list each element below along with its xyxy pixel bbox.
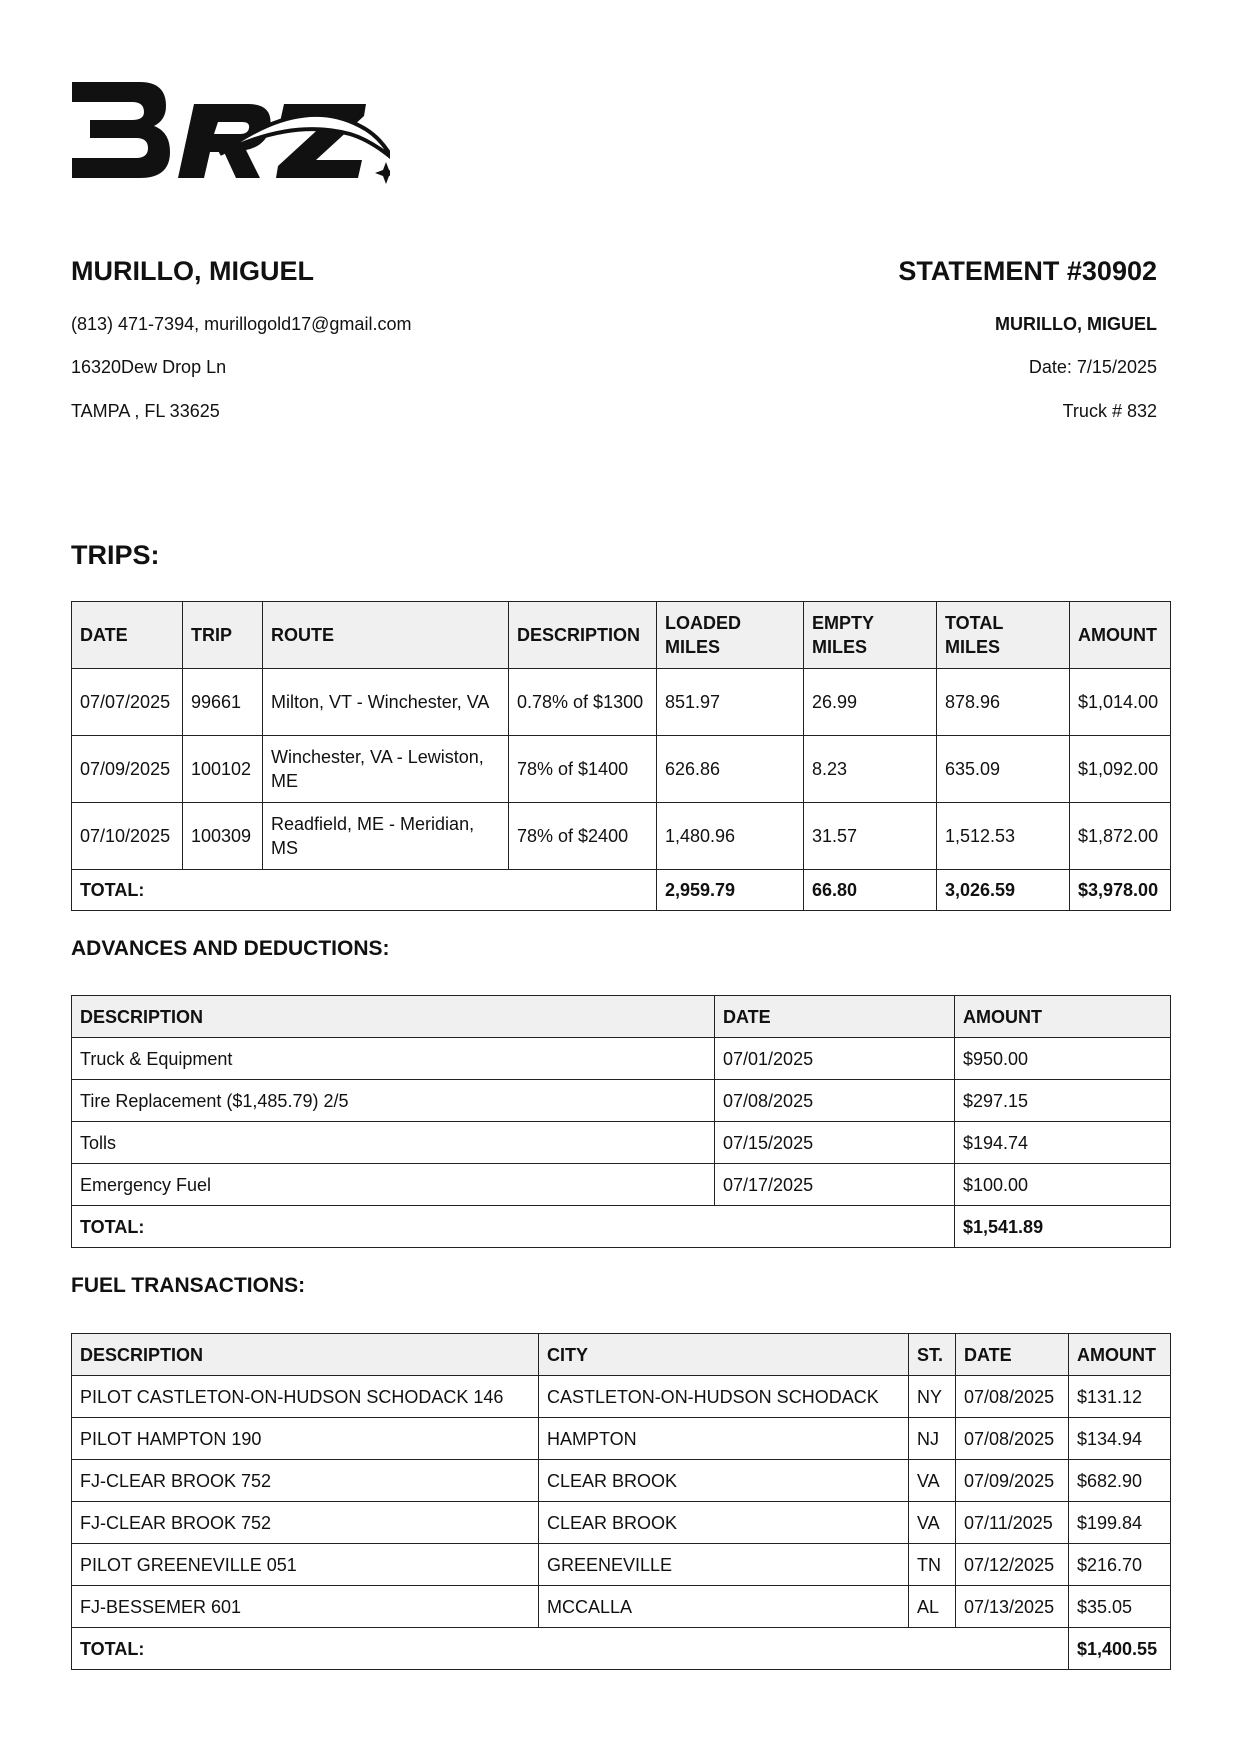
table-row [72, 736, 1171, 803]
advance-amount: $950.00 [955, 1038, 1171, 1080]
col-empty-miles: EMPTY MILES [804, 602, 937, 669]
fuel-description: FJ-BESSEMER 601 [72, 1586, 539, 1628]
advance-amount: $100.00 [955, 1164, 1171, 1206]
fuel-city: CASTLETON-ON-HUDSON SCHODACK [539, 1376, 909, 1418]
advance-date: 07/01/2025 [715, 1038, 955, 1080]
col-description: DESCRIPTION [509, 602, 657, 669]
trips-table [71, 601, 1171, 911]
fuel-city: CLEAR BROOK [539, 1502, 909, 1544]
fuel-description: FJ-CLEAR BROOK 752 [72, 1502, 539, 1544]
col-trip: TRIP [183, 602, 263, 669]
col-description: DESCRIPTION [72, 1334, 539, 1376]
driver-name: MURILLO, MIGUEL [71, 256, 314, 286]
col-description: DESCRIPTION [72, 996, 715, 1038]
trip-route: Milton, VT - Winchester, VA [263, 669, 509, 736]
col-loaded-miles: LOADED MILES [657, 602, 804, 669]
col-amount: AMOUNT [1069, 1334, 1171, 1376]
col-city: CITY [539, 1334, 909, 1376]
fuel-amount: $682.90 [1069, 1460, 1171, 1502]
fuel-state: VA [909, 1460, 956, 1502]
table-row [72, 1418, 1171, 1460]
trip-date: 07/09/2025 [72, 736, 183, 803]
fuel-city: CLEAR BROOK [539, 1460, 909, 1502]
table-row [72, 1586, 1171, 1628]
fuel-date: 07/08/2025 [956, 1376, 1069, 1418]
trip-empty: 31.57 [804, 803, 937, 870]
table-row [72, 1376, 1171, 1418]
fuel-city: HAMPTON [539, 1418, 909, 1460]
statement-title: STATEMENT #30902 [898, 256, 1157, 286]
col-amount: AMOUNT [1070, 602, 1171, 669]
total-label: TOTAL: [72, 870, 657, 911]
fuel-amount: $131.12 [1069, 1376, 1171, 1418]
fuel-date: 07/13/2025 [956, 1586, 1069, 1628]
fuel-description: PILOT GREENEVILLE 051 [72, 1544, 539, 1586]
total-amount: $1,400.55 [1069, 1628, 1171, 1670]
fuel-amount: $35.05 [1069, 1586, 1171, 1628]
table-row [72, 803, 1171, 870]
driver-contact: (813) 471-7394, murillogold17@gmail.com [71, 314, 412, 334]
trip-loaded: 1,480.96 [657, 803, 804, 870]
table-row [72, 669, 1171, 736]
fuel-city: MCCALLA [539, 1586, 909, 1628]
total-amount: $1,541.89 [955, 1206, 1171, 1248]
fuel-state: VA [909, 1502, 956, 1544]
fuel-date: 07/11/2025 [956, 1502, 1069, 1544]
advance-date: 07/17/2025 [715, 1164, 955, 1206]
total-label: TOTAL: [72, 1628, 1069, 1670]
table-row [72, 1122, 1171, 1164]
fuel-amount: $134.94 [1069, 1418, 1171, 1460]
trip-description: 78% of $1400 [509, 736, 657, 803]
advance-date: 07/08/2025 [715, 1080, 955, 1122]
advance-description: Emergency Fuel [72, 1164, 715, 1206]
trip-loaded: 851.97 [657, 669, 804, 736]
fuel-state: NJ [909, 1418, 956, 1460]
advances-heading: ADVANCES AND DEDUCTIONS: [71, 937, 390, 960]
trips-heading: TRIPS: [71, 540, 160, 570]
col-route: ROUTE [263, 602, 509, 669]
statement-name: MURILLO, MIGUEL [995, 314, 1157, 334]
advance-description: Tolls [72, 1122, 715, 1164]
trip-route: Readfield, ME - Meridian, MS [263, 803, 509, 870]
fuel-date: 07/09/2025 [956, 1460, 1069, 1502]
col-date: DATE [715, 996, 955, 1038]
fuel-description: PILOT HAMPTON 190 [72, 1418, 539, 1460]
fuel-city: GREENEVILLE [539, 1544, 909, 1586]
advance-description: Tire Replacement ($1,485.79) 2/5 [72, 1080, 715, 1122]
trip-total: 1,512.53 [937, 803, 1070, 870]
fuel-total-row [72, 1628, 1171, 1670]
total-empty: 66.80 [804, 870, 937, 911]
statement-date: Date: 7/15/2025 [1028, 357, 1157, 377]
trip-description: 78% of $2400 [509, 803, 657, 870]
statement-truck: Truck # 832 [1062, 401, 1157, 421]
advances-total-row [72, 1206, 1171, 1248]
trip-total: 635.09 [937, 736, 1070, 803]
advance-amount: $297.15 [955, 1080, 1171, 1122]
advance-amount: $194.74 [955, 1122, 1171, 1164]
trip-loaded: 626.86 [657, 736, 804, 803]
table-row [72, 1460, 1171, 1502]
total-miles: 3,026.59 [937, 870, 1070, 911]
trips-header-row [72, 602, 1171, 669]
fuel-state: AL [909, 1586, 956, 1628]
trip-number: 100309 [183, 803, 263, 870]
advance-date: 07/15/2025 [715, 1122, 955, 1164]
fuel-header-row [72, 1334, 1171, 1376]
fuel-date: 07/12/2025 [956, 1544, 1069, 1586]
fuel-amount: $216.70 [1069, 1544, 1171, 1586]
advances-header-row [72, 996, 1171, 1038]
fuel-description: FJ-CLEAR BROOK 752 [72, 1460, 539, 1502]
advance-description: Truck & Equipment [72, 1038, 715, 1080]
trip-number: 99661 [183, 669, 263, 736]
trip-amount: $1,014.00 [1070, 669, 1171, 736]
table-row [72, 1080, 1171, 1122]
company-logo [70, 74, 390, 194]
col-date: DATE [956, 1334, 1069, 1376]
total-loaded: 2,959.79 [657, 870, 804, 911]
fuel-state: NY [909, 1376, 956, 1418]
trips-total-row [72, 870, 1171, 911]
col-amount: AMOUNT [955, 996, 1171, 1038]
trip-amount: $1,872.00 [1070, 803, 1171, 870]
total-amount: $3,978.00 [1070, 870, 1171, 911]
trip-date: 07/07/2025 [72, 669, 183, 736]
fuel-date: 07/08/2025 [956, 1418, 1069, 1460]
fuel-table [71, 1333, 1171, 1670]
table-row [72, 1502, 1171, 1544]
fuel-state: TN [909, 1544, 956, 1586]
trip-number: 100102 [183, 736, 263, 803]
col-state: ST. [909, 1334, 956, 1376]
trip-description: 0.78% of $1300 [509, 669, 657, 736]
trip-empty: 8.23 [804, 736, 937, 803]
trip-amount: $1,092.00 [1070, 736, 1171, 803]
fuel-description: PILOT CASTLETON-ON-HUDSON SCHODACK 146 [72, 1376, 539, 1418]
fuel-amount: $199.84 [1069, 1502, 1171, 1544]
trip-route: Winchester, VA - Lewiston, ME [263, 736, 509, 803]
col-total-miles: TOTAL MILES [937, 602, 1070, 669]
table-row [72, 1544, 1171, 1586]
col-date: DATE [72, 602, 183, 669]
total-label: TOTAL: [72, 1206, 955, 1248]
fuel-heading: FUEL TRANSACTIONS: [71, 1274, 306, 1297]
driver-address-line2: TAMPA , FL 33625 [71, 401, 220, 421]
advances-table [71, 995, 1171, 1248]
trip-total: 878.96 [937, 669, 1070, 736]
table-row [72, 1164, 1171, 1206]
trip-date: 07/10/2025 [72, 803, 183, 870]
trip-empty: 26.99 [804, 669, 937, 736]
table-row [72, 1038, 1171, 1080]
driver-address-line1: 16320Dew Drop Ln [71, 357, 227, 377]
